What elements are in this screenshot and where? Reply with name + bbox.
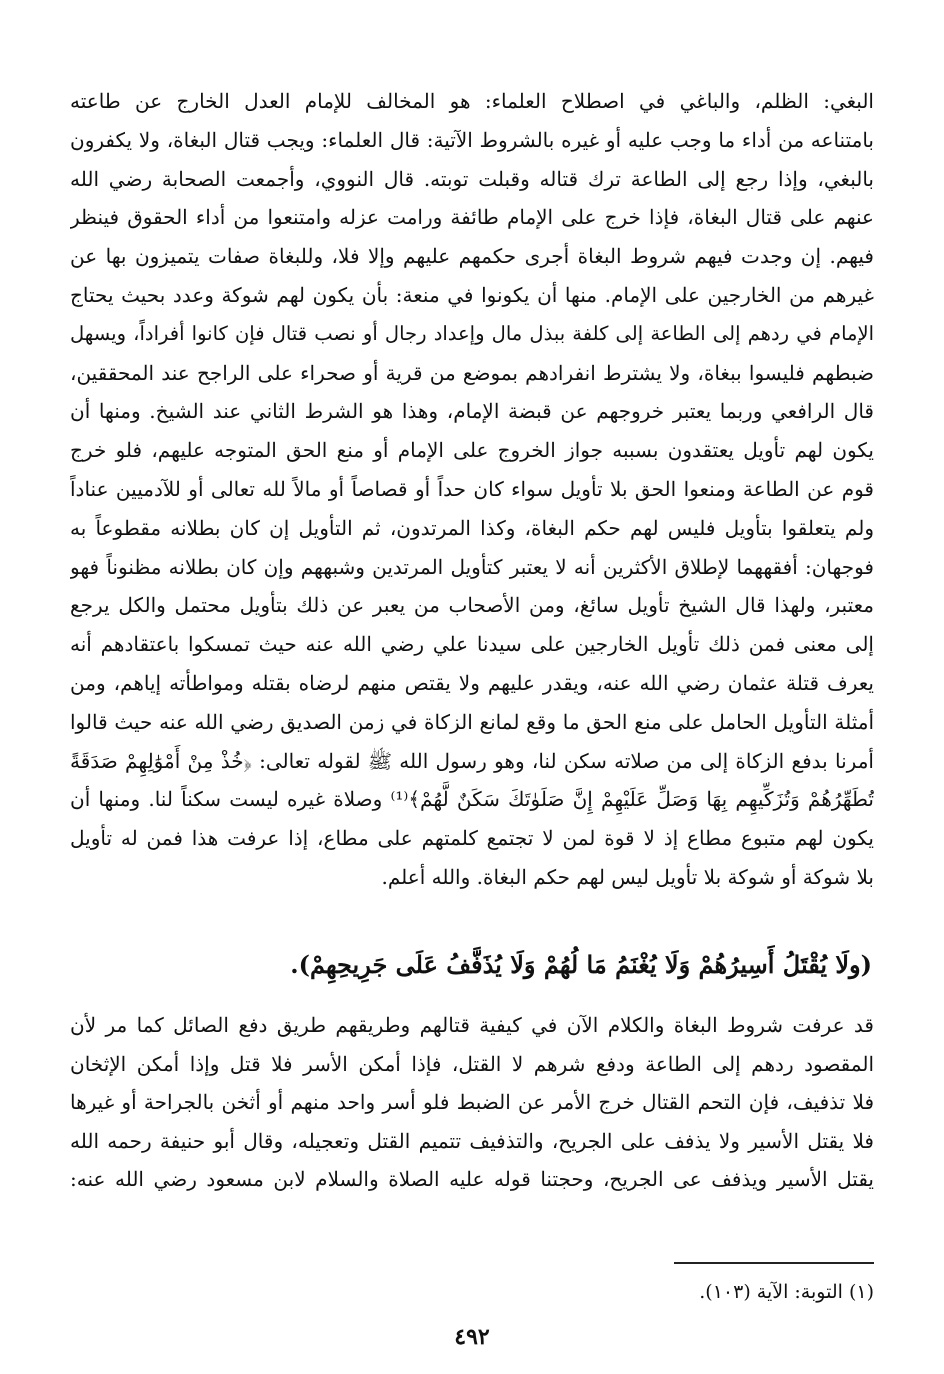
quran-verse-line: تُطَهِّرُهُمْ وَتُزَكِّيهِم بِهَا وَصَلِّ عَلَيْهِمْ إِنَّ صَلَوٰتَكَ سَكَنٌ لَّهُمْ﴾⁽¹⁾ وصلاة غيره ليست سكناً لنا. ومنها أن (70, 787, 874, 812)
paragraph-line: فوجهان: أفقههما لإطلاق الأكثرين أنه لا يعتبر كتأويل المرتدين وشبههم وإن كان بطلانه مظنوناً فهو (70, 554, 874, 579)
paragraph-line: البغي: الظلم، والباغي في اصطلاح العلماء: هو المخالف للإمام العدل الخارج عن طاعته (70, 89, 874, 113)
paragraph-line: معتبر، ولهذا قال الشيخ تأويل سائغ، ومن الأصحاب من يعبر عن ذلك بتأويل محتمل والكل يرجع (70, 593, 874, 618)
footnote: (١) التوبة: الآية (١٠٣). (699, 1281, 874, 1303)
section-heading: (ولَا يُقْتَلُ أَسِيرُهُمْ وَلَا يُغْنَمُ مَا لُهُمْ وَلَا يُذَفَّفُ عَلَى جَرِيحِهِمْ). (290, 950, 872, 979)
paragraph-line: ضبطهم فليسوا ببغاة، ولا يشترط انفرادهم بموضع من قرية أو صحراء على الراجح عند المحققين، (70, 360, 874, 385)
main-paragraph (70, 82, 874, 897)
paragraph-line: ولم يتعلقوا بتأويل فليس لهم حكم البغاة، وكذا المرتدون، ثم التأويل إن كان بطلانه مقطوعاً به (70, 515, 874, 540)
paragraph-line: يعرف قتلة عثمان رضي الله عنه، ويقدر عليهم ولا يقتص منهم لرضاه بقتله ومواطأته إياهم، ومن (70, 670, 874, 695)
paragraph-line: قال الرافعي وربما يعتبر خروجهم عن قبضة الإمام، وهذا هو الشرط الثاني عند الشيخ. ومنها أن (70, 399, 874, 424)
paragraph-line: إلى معنى فمن ذلك تأويل الخارجين على سيدنا علي رضي الله عنه حيث تمسكوا باعتقادهم أنه (70, 632, 874, 657)
paragraph-line: بالبغي، وإذا رجع إلى الطاعة ترك قتاله وقبلت توبته. قال النووي، وأجمعت الصحابة رضي الله (70, 166, 874, 191)
paragraph-line: أمثلة التأويل الحامل على منع الحق ما وقع لمانع الزكاة في زمن الصديق رضي الله عنه حيث قالوا (70, 709, 874, 734)
paragraph-line: الإمام في ردهم إلى الطاعة إلى كلفة ببذل مال وإعداد رجال أو نصب قتال فإن كانوا أفراداً، ويسهل (70, 321, 874, 345)
paragraph-line: فيهم. إن وجدت فيهم شروط البغاة أجرى حكمهم عليهم وإلا فلا، وللبغاة صفات يتميزون بها عن (70, 244, 874, 269)
page-number: ٤٩٢ (454, 1324, 490, 1350)
paragraph-line: المقصود ردهم إلى الطاعة ودفع شرهم لا القتل، فإذا أمكن الأسر فلا قتل وإذا أمكن الإثخان (70, 1051, 874, 1076)
paragraph-line: قوم عن الطاعة ومنعوا الحق بلا تأويل سواء كان حداً أو قصاصاً أو مالاً لله تعالى أو للآدميين عناداً (70, 476, 874, 501)
paragraph-line: بلا شوكة أو شوكة بلا تأويل ليس لهم حكم البغاة. والله أعلم. (381, 864, 874, 889)
paragraph-line: بامتناعه من أداء ما وجب عليه أو غيره بالشروط الآتية: قال العلماء: ويجب قتال البغاة، ولا يكفرون (70, 127, 874, 152)
commentary-paragraph (70, 1006, 874, 1199)
paragraph-line: قد عرفت شروط البغاة والكلام الآن في كيفية قتالهم وطريقهم طريق دفع الصائل كما مر لأن (70, 1013, 874, 1037)
paragraph-line: غيرهم من الخارجين على الإمام. منها أن يكونوا في منعة: بأن يكون لهم شوكة وعدد بحيث يحتاج (70, 282, 874, 307)
paragraph-line: فلا يقتل الأسير ولا يذفف على الجريح، والتذفيف تتميم القتل وتعجيله، وقال أبو حنيفة رحمه الله (70, 1128, 874, 1153)
paragraph-line: عنهم على قتال البغاة، فإذا خرج على الإمام طائفة ورامت عزله وامتنعوا من أداء الحقوق فينظر (70, 205, 874, 230)
paragraph-line: يكون لهم تأويل يعتقدون بسببه جواز الخروج على الإمام أو منع الحق المتوجه عليهم، فلو خرج (70, 438, 874, 463)
paragraph-line: يقتل الأسير ويذفف عى الجريح، وحجتنا قوله عليه الصلاة والسلام لابن مسعود رضي الله عنه: (70, 1167, 874, 1191)
quran-verse-line: أمرنا بدفع الزكاة إلى من صلاته سكن لنا، وهو رسول الله ﷺ لقوله تعالى: ﴿خُذْ مِنْ أَمْوَٰلِهِمْ صَدَقَةً (70, 748, 874, 773)
paragraph-line: فلا تذفيف، فإن التحم القتال خرج الأمر عن الضبط فلو أسر واحد منهم أو أثخن بالجراحة أو غيرها (70, 1090, 874, 1114)
paragraph-line: يكون لهم متبوع مطاع إذ لا قوة لمن لا تجتمع كلمتهم على مطاع، إذا عرفت هذا فمن له تأويل (70, 826, 874, 851)
footnote-divider (674, 1262, 874, 1264)
